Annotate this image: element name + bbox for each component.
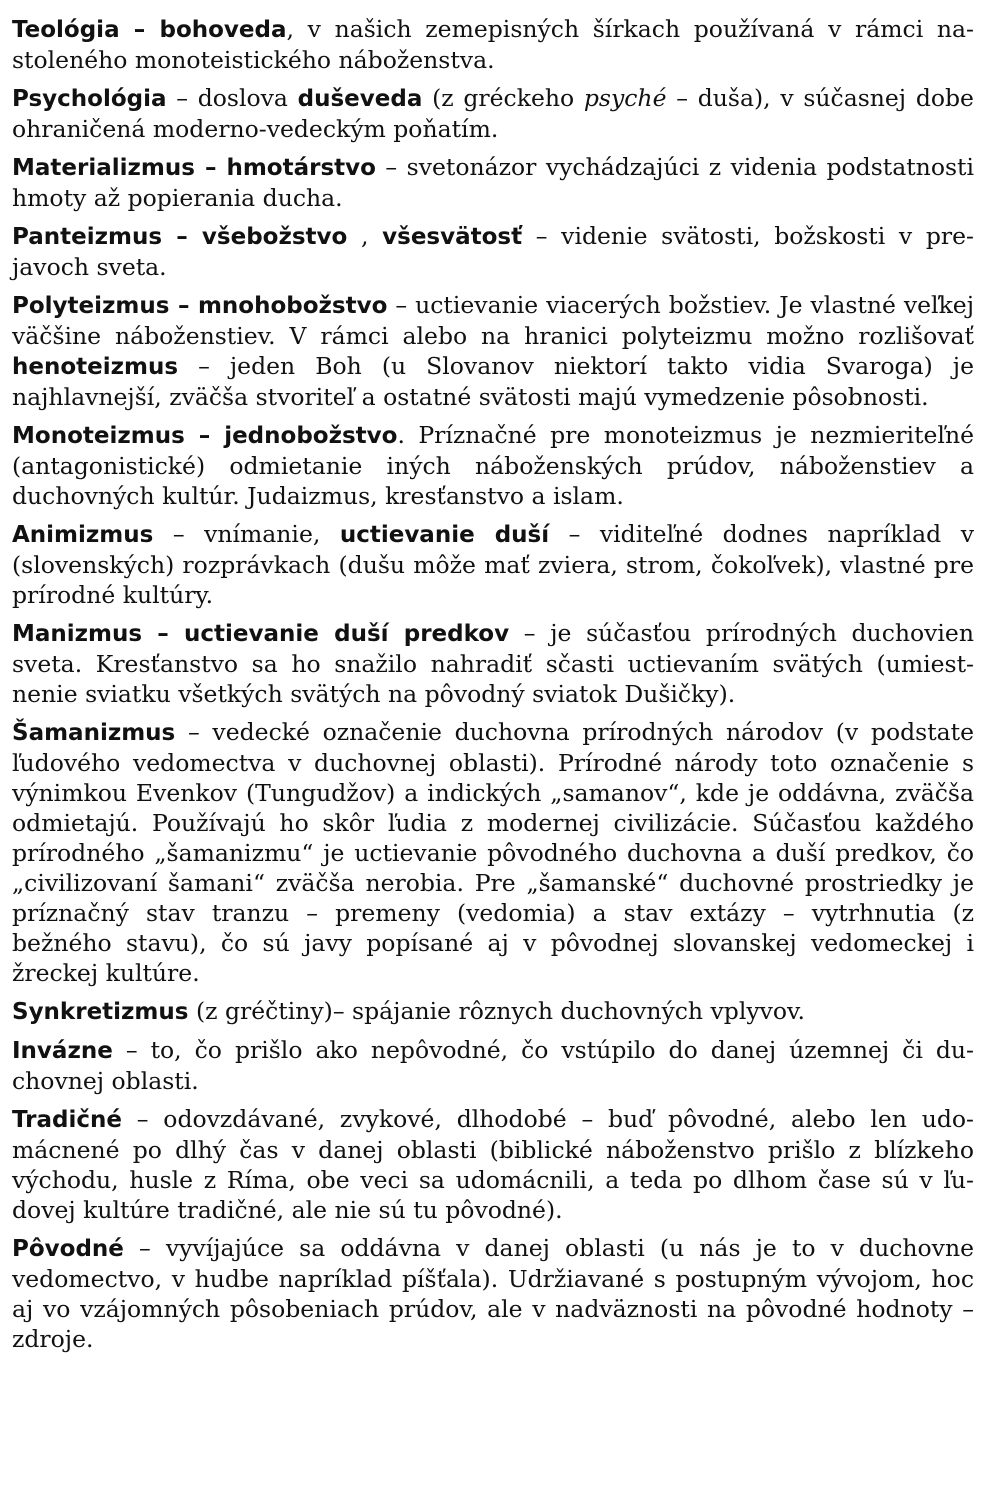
term: Psychológia: [12, 86, 167, 112]
definition-text: (z gréckeho: [422, 84, 584, 112]
term: Materializmus – hmotárstvo: [12, 155, 376, 181]
glossary-entry-monoteizmus: [12, 420, 974, 511]
definition-text: – odovzdávané, zvykové, dlhodobé – buď pôvodné, alebo len udomácnené po dlhý čas v danej oblasti (biblické náboženstvo prišlo z blízkeho východu, husle z Ríma, obe veci sa udomácnili, a teda po dlhom čase sú v ľudovej kultúre tradičné, ale nie sú tu pôvodné).: [12, 1105, 974, 1224]
definition-text: – vyvíjajúce sa oddávna v danej oblasti (u nás je to v duchovne vedomectvo, v hudbe napríklad píšťala). Udržiavané s postupným vývojom, hoc aj vo vzájomných pôsobeniach prúdov, ale v nadväznosti na pôvodné hodnoty – zdroje.: [12, 1234, 974, 1353]
term: Animizmus: [12, 522, 154, 548]
definition-text: – duša), v súčasnej dobe ohraničená moderno-vedeckým poňatím.: [12, 84, 974, 143]
glossary-entry-psychologia: [12, 83, 974, 144]
definition-text: – videnie svätosti, božskosti v prejavoch sveta.: [12, 222, 974, 281]
definition-text: – doslova: [166, 84, 298, 112]
term: Tradičné: [12, 1107, 122, 1133]
glossary-entry-animizmus: [12, 519, 974, 610]
definition-text: – to, čo prišlo ako nepôvodné, čo vstúpilo do danej územnej či duchovnej oblasti.: [12, 1036, 974, 1095]
definition-text: – svetonázor vychádzajúci z videnia podstatnosti hmoty až popierania ducha.: [12, 153, 974, 212]
term-translation: uctievanie duší: [339, 522, 550, 548]
definition-text: . Príznačné pre monoteizmus je nezmieriteľné (antagonistické) odmietanie iných náboženských prúdov, náboženstiev a duchovných kultúr. Judaizmus, kresťanstvo a islam.: [12, 421, 974, 510]
glossary-entry-samanizmus: [12, 717, 974, 988]
definition-text: , v našich zemepisných šírkach používaná v rámci nastoleného monoteistického náboženstva.: [12, 15, 974, 74]
definition-text: – je súčasťou prírodných duchovien sveta. Kresťanstvo sa ho snažilo nahradiť sčasti uctievaním svätých (umiestnenie sviatku všetkých svätých na pôvodný sviatok Dušičky).: [12, 619, 974, 708]
definition-text: – jeden Boh (u Slovanov niektorí takto vidia Svaroga) je najhlavnejší, zväčša stvoriteľ a ostatné svätosti majú vymedzenie pôsobnosti.: [12, 352, 974, 411]
glossary-entry-manizmus: [12, 618, 974, 709]
glossary-entry-materializmus: [12, 152, 974, 213]
term-translation: všesvätosť: [382, 224, 523, 250]
glossary-entry-teologia: [12, 14, 974, 75]
term: Teológia – bohoveda: [12, 17, 287, 43]
term: Synkretizmus: [12, 999, 189, 1025]
definition-text: (z gréčtiny)– spájanie rôznych duchovných vplyvov.: [188, 997, 806, 1025]
term: Šamanizmus: [12, 720, 176, 746]
term: Panteizmus – všebožstvo: [12, 224, 348, 250]
italic-word: psyché: [583, 84, 667, 112]
glossary-page: [12, 14, 974, 1362]
term: Invázne: [12, 1038, 113, 1064]
glossary-entry-synkretizmus: [12, 996, 974, 1027]
glossary-entry-invazne: [12, 1035, 974, 1096]
definition-text: – uctievanie viacerých božstiev. Je vlastné veľkej väčšine náboženstiev. V rámci alebo na hranici polyteizmu možno rozlišovať: [12, 291, 974, 350]
glossary-entry-polyteizmus: [12, 290, 974, 412]
definition-text: – vedecké označenie duchovna prírodných národov (v podstate ľudového vedomectva v duchovnej oblasti). Prírodné národy toto označenie s výnimkou Evenkov (Tungudžov) a indických „samanov“, kde je oddávna, zväčša odmietajú. Používajú ho skôr ľudia z modernej civilizácie. Súčasťou každého prírodného „šamanizmu“ je uctievanie pôvodného duchovna a duší predkov, čo „civilizovaní šamani“ zväčša nerobia. Pre „šamanské“ duchovné prostriedky je príznačný stav tranzu – premeny (vedomia) a stav extázy – vytrhnutia (z bežného stavu), čo sú javy popísané aj v pôvodnej slovanskej vedomeckej i žreckej kultúre.: [12, 718, 974, 987]
definition-text: – vnímanie,: [153, 520, 340, 548]
glossary-entry-povodne: [12, 1233, 974, 1354]
definition-text: ,: [347, 222, 383, 250]
glossary-entry-panteizmus: [12, 221, 974, 282]
term: Manizmus – uctievanie duší predkov: [12, 621, 510, 647]
term: Polyteizmus – mnohobožstvo: [12, 293, 388, 319]
definition-text: – viditeľné dodnes napríklad v (slovenských) rozprávkach (dušu môže mať zviera, strom, čokoľvek), vlastné pre prírodné kultúry.: [12, 520, 974, 609]
term: Pôvodné: [12, 1236, 124, 1262]
term-translation: duševeda: [297, 86, 423, 112]
glossary-entry-tradicne: [12, 1104, 974, 1225]
term: Monoteizmus – jednobožstvo: [12, 423, 398, 449]
term-henoteizmus: henoteizmus: [12, 354, 179, 380]
